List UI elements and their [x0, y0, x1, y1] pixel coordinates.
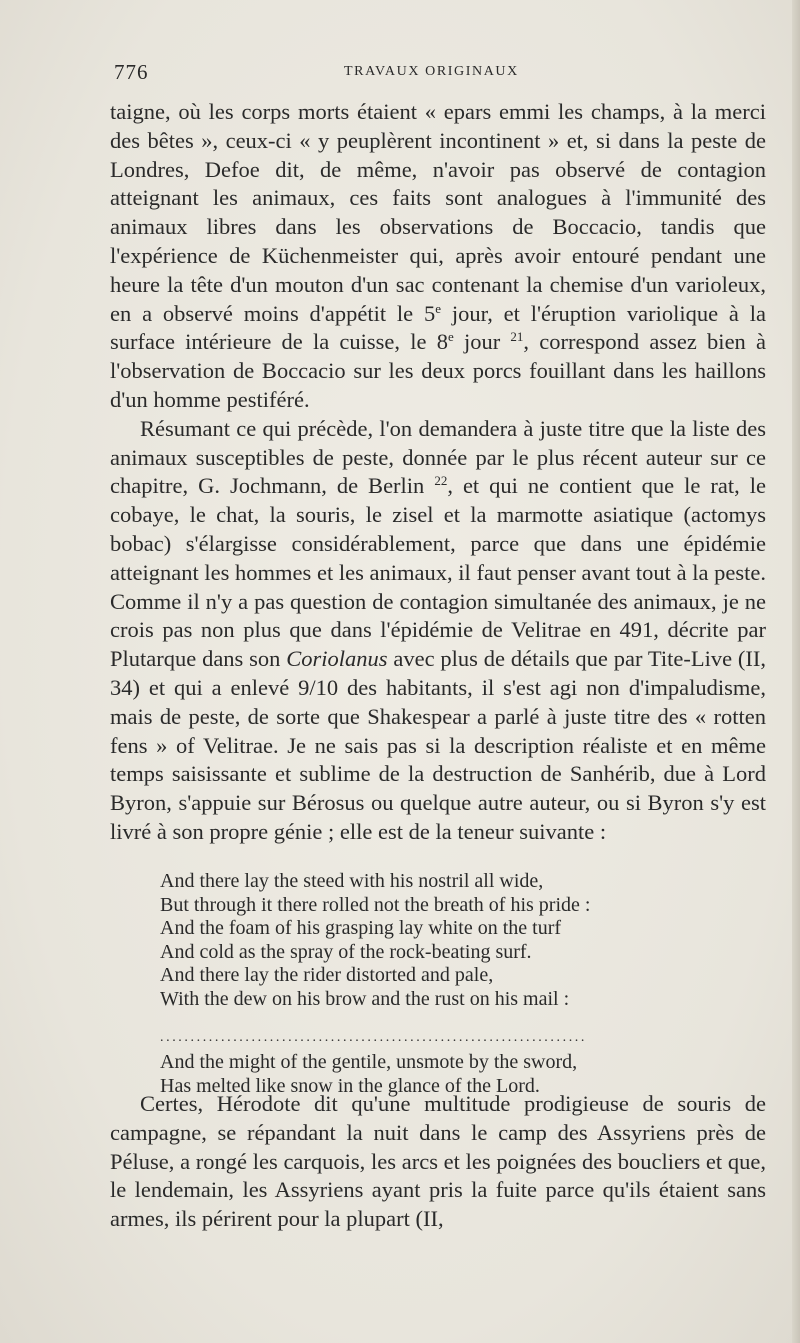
paragraph-1-part-c: jour [453, 329, 511, 355]
poem-line: Has melted like snow in the glance of the Lord. [160, 1074, 540, 1097]
superscript-e: e [435, 300, 442, 316]
poem-quote [160, 870, 760, 1098]
paragraph-2 [110, 415, 766, 847]
section-title: TRAVAUX ORIGINAUX [344, 64, 519, 79]
paragraph-1 [110, 98, 766, 415]
main-text-block [110, 98, 766, 847]
page-number: 776 [114, 60, 149, 84]
poem-line: And the might of the gentile, unsmote by the sword, [160, 1051, 578, 1074]
paragraph-2-part-b: , et qui ne contient que le rat, le cobaye, le chat, la souris, le zisel et la marmotte asiatique (actomys bobac) s'élargisse considérablement, parce que dans une épidémie atteignant les hommes et les animaux, il faut penser avant tout à la peste. Comme il n'y a pas question de contagion simultanée des animaux, je ne crois pas non plus que dans l'épidémie de Velitrae en 491, décrite par Plutarque dans son [110, 473, 766, 672]
poem-line: And there lay the steed with his nostril all wide, [160, 870, 544, 892]
poem-ellipsis: ...................................................................... [160, 1029, 587, 1045]
footnote-ref-21: 21 [510, 329, 524, 345]
running-head [114, 60, 764, 88]
italic-title: Coriolanus [286, 646, 388, 672]
paragraph-2-part-c: avec plus de détails que par Tite-Live (II, 34) et qui a enlevé 9/10 des habitants, il s'est agi non d'impaludisme, mais de peste, de sorte que Shakespear a parlé à juste titre des « rotten fens » of Velitrae. Je ne sais pas si la description réaliste et en même temps saisissante et sublime de la destruction de Sanhérib, due à Lord Byron, s'appuie sur Bérosus ou quelque autre auteur, ou si Byron s'y est livré à son propre génie ; elle est de la teneur suivante : [110, 646, 767, 844]
paragraph-1-part-d: , correspond assez bien à l'observation de Boccacio sur les deux porcs fouillant dans les haillons d'un homme pestiféré. [110, 329, 766, 412]
paragraph-1-part-a: taigne, où les corps morts étaient « epars emmi les champs, à la merci des bêtes », ceux-ci « y peuplèrent incontinent » et, si dans la peste de Londres, Defoe dit, de même, n'avoir pas observé de contagion atteignant les animaux, ces faits sont analogues à l'immunité des animaux libres dans les observations de Boccacio, tandis que l'expérience de Küchenmeister qui, après avoir entouré pendant une heure la tête d'un mouton d'un sac contenant la chemise d'un varioleux, en a observé moins d'appétit le 5 [110, 99, 766, 326]
paragraph-3: Certes, Hérodote dit qu'une multitude prodigieuse de souris de campagne, se répandant la nuit dans le camp des Assyriens près de Péluse, a rongé les carquois, les arcs et les poignées des boucliers et que, le lendemain, les Assyriens ayant pris la fuite parce qu'ils étaient sans armes, ils périrent pour la plupart (II, [110, 1091, 766, 1232]
poem-line: With the dew on his brow and the rust on his mail : [160, 987, 570, 1010]
poem-line: And the foam of his grasping lay white on the turf [160, 917, 562, 940]
poem-line: And there lay the rider distorted and pale, [160, 964, 494, 987]
page-edge [792, 0, 800, 1343]
poem-line: And cold as the spray of the rock-beating surf. [160, 940, 532, 963]
superscript-e: e [447, 329, 454, 345]
paragraph-2-part-a: Résumant ce qui précède, l'on demandera à juste titre que la liste des animaux susceptibles de peste, donnée par le plus récent auteur sur ce chapitre, G. Jochmann, de Berlin [110, 415, 766, 499]
footnote-ref-22: 22 [434, 473, 448, 489]
poem-line: But through it there rolled not the breath of his pride : [160, 893, 591, 916]
paragraph-1-part-b: jour, et l'éruption variolique à la surface intérieure de la cuisse, le 8 [110, 300, 766, 355]
continuation-text-block [110, 1090, 766, 1234]
